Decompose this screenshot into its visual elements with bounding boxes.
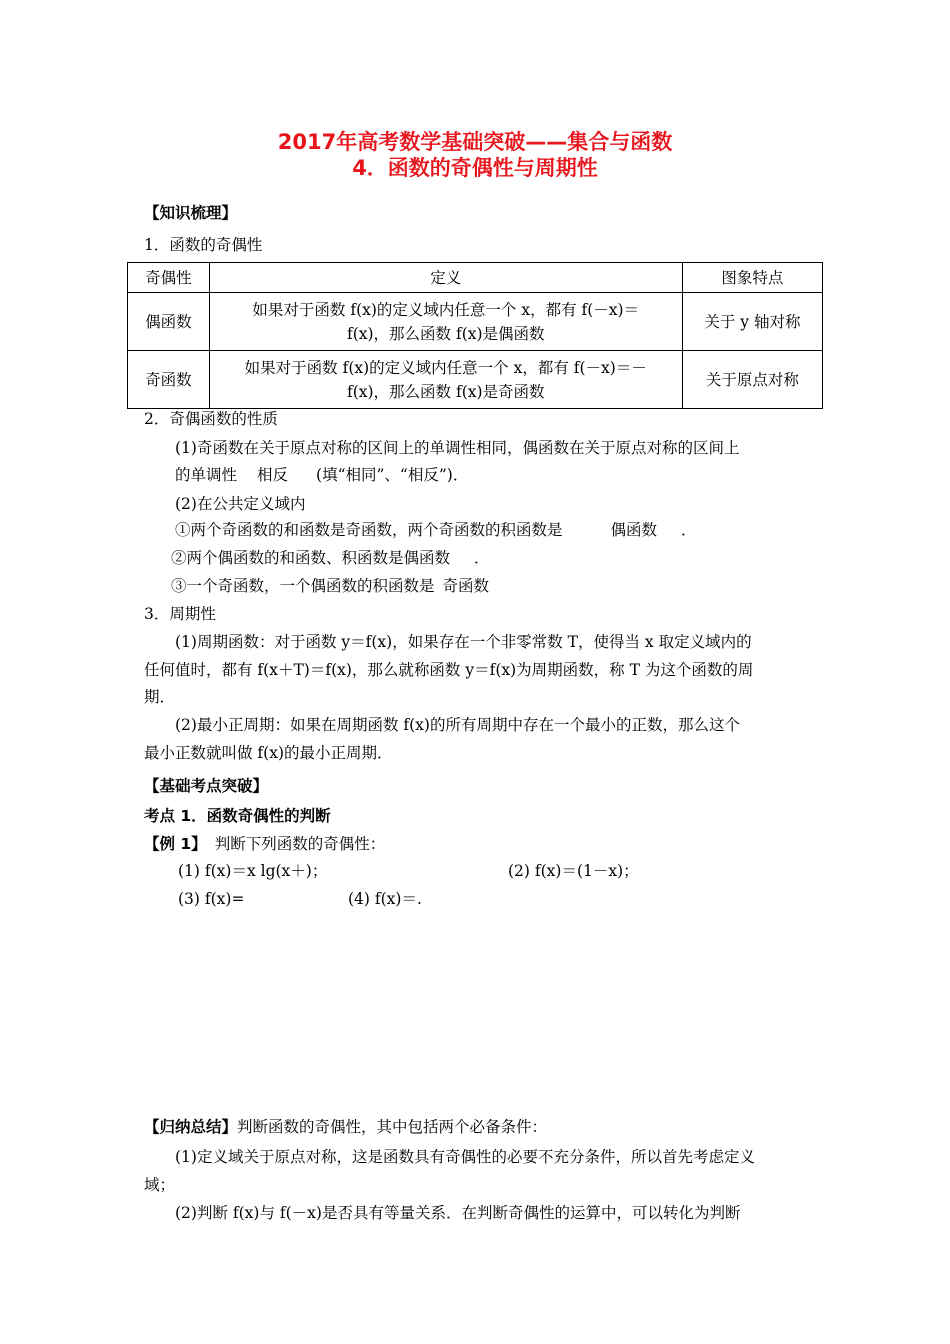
definition-line: 如果对于函数 f(x)的定义域内任意一个 x，都有 f(－x)＝－ [244, 358, 647, 377]
question-1: (1) f(x)＝x lg(x＋)； [178, 862, 328, 880]
paragraph-line: (2)判断 f(x)与 f(－x)是否具有等量关系．在判断奇偶性的运算中，可以转化为判断 [175, 1204, 741, 1222]
document-subtitle: 4．函数的奇偶性与周期性 [352, 156, 598, 180]
answer-text: 偶函数 [610, 521, 658, 539]
paragraph-line [175, 465, 468, 485]
table-cell-feature: 关于原点对称 [682, 351, 822, 409]
parity-table [127, 262, 823, 409]
property-item [171, 576, 489, 596]
table-header-cell: 图象特点 [682, 263, 822, 293]
part3-heading: 3．周期性 [144, 605, 216, 623]
text-span: ③一个奇函数，一个偶函数的积函数是 [171, 577, 435, 595]
text-span: ①两个奇函数的和函数是奇函数，两个奇函数的积函数是 [175, 521, 563, 539]
paragraph-line: 期． [144, 688, 176, 706]
question-4: (4) f(x)＝. [348, 890, 422, 908]
table-header-row [128, 263, 823, 293]
definition-line: 如果对于函数 f(x)的定义域内任意一个 x，都有 f(－x)＝ [252, 300, 640, 319]
summary-label: 【归纳总结】 [144, 1118, 238, 1136]
property-item [171, 548, 490, 568]
part2-heading: 2．奇偶函数的性质 [144, 410, 278, 428]
part1-heading: 1．函数的奇偶性 [144, 236, 263, 254]
paragraph-line: (2)在公共定义域内 [175, 495, 306, 513]
section-heading-knowledge: 【知识梳理】 [144, 204, 238, 222]
property-item [175, 520, 697, 540]
definition-line: f(x)，那么函数 f(x)是奇函数 [346, 382, 545, 401]
table-header-cell: 定义 [209, 263, 682, 293]
example-label: 【例 1】 [144, 835, 207, 853]
text-span: ②两个偶函数的和函数、积函数是偶函数 [171, 549, 451, 567]
table-cell-name: 偶函数 [128, 293, 210, 351]
example-text: 判断下列函数的奇偶性： [214, 835, 386, 853]
paragraph-line: 最小正数就叫做 f(x)的最小正周期． [144, 744, 393, 762]
question-3: (3) f(x)= [178, 890, 245, 908]
paragraph-line: (1)奇函数在关于原点对称的区间上的单调性相同，偶函数在关于原点对称的区间上 [175, 439, 740, 457]
section-heading-basic: 【基础考点突破】 [144, 777, 269, 795]
point1-heading: 考点 1．函数奇偶性的判断 [144, 807, 331, 825]
answer-text: 奇函数 [442, 577, 490, 595]
definition-line: f(x)，那么函数 f(x)是偶函数 [346, 324, 545, 343]
table-cell-feature: 关于 y 轴对称 [682, 293, 822, 351]
summary-line [144, 1117, 547, 1137]
text-span: ． [681, 521, 697, 539]
text-span: 的单调性 [175, 466, 238, 484]
document-title: 2017年高考数学基础突破——集合与函数 [277, 130, 673, 154]
summary-text: 判断函数的奇偶性，其中包括两个必备条件： [237, 1118, 548, 1136]
table-row [128, 293, 823, 351]
table-cell-name: 奇函数 [128, 351, 210, 409]
paragraph-line: 域； [144, 1176, 176, 1194]
text-span: (填“相同”、“相反”)． [316, 466, 469, 484]
paragraph-line: (2)最小正周期：如果在周期函数 f(x)的所有周期中存在一个最小的正数，那么这个 [175, 716, 740, 734]
table-header-cell: 奇偶性 [128, 263, 210, 293]
answer-text: 相反 [257, 466, 289, 484]
table-cell-definition [209, 351, 682, 409]
paragraph-line: 任何值时，都有 f(x＋T)＝f(x)，那么就称函数 y＝f(x)为周期函数，称 T 为这个函数的周 [144, 661, 754, 679]
table-cell-definition [209, 293, 682, 351]
question-2: (2) f(x)＝(1－x)； [508, 862, 639, 880]
text-span: ． [474, 549, 490, 567]
table-row [128, 351, 823, 409]
paragraph-line: (1)定义域关于原点对称，这是函数具有奇偶性的必要不充分条件，所以首先考虑定义 [175, 1148, 755, 1166]
example-line [144, 834, 385, 854]
paragraph-line: (1)周期函数：对于函数 y＝f(x)，如果存在一个非零常数 T，使得当 x 取定义域内的 [175, 633, 752, 651]
